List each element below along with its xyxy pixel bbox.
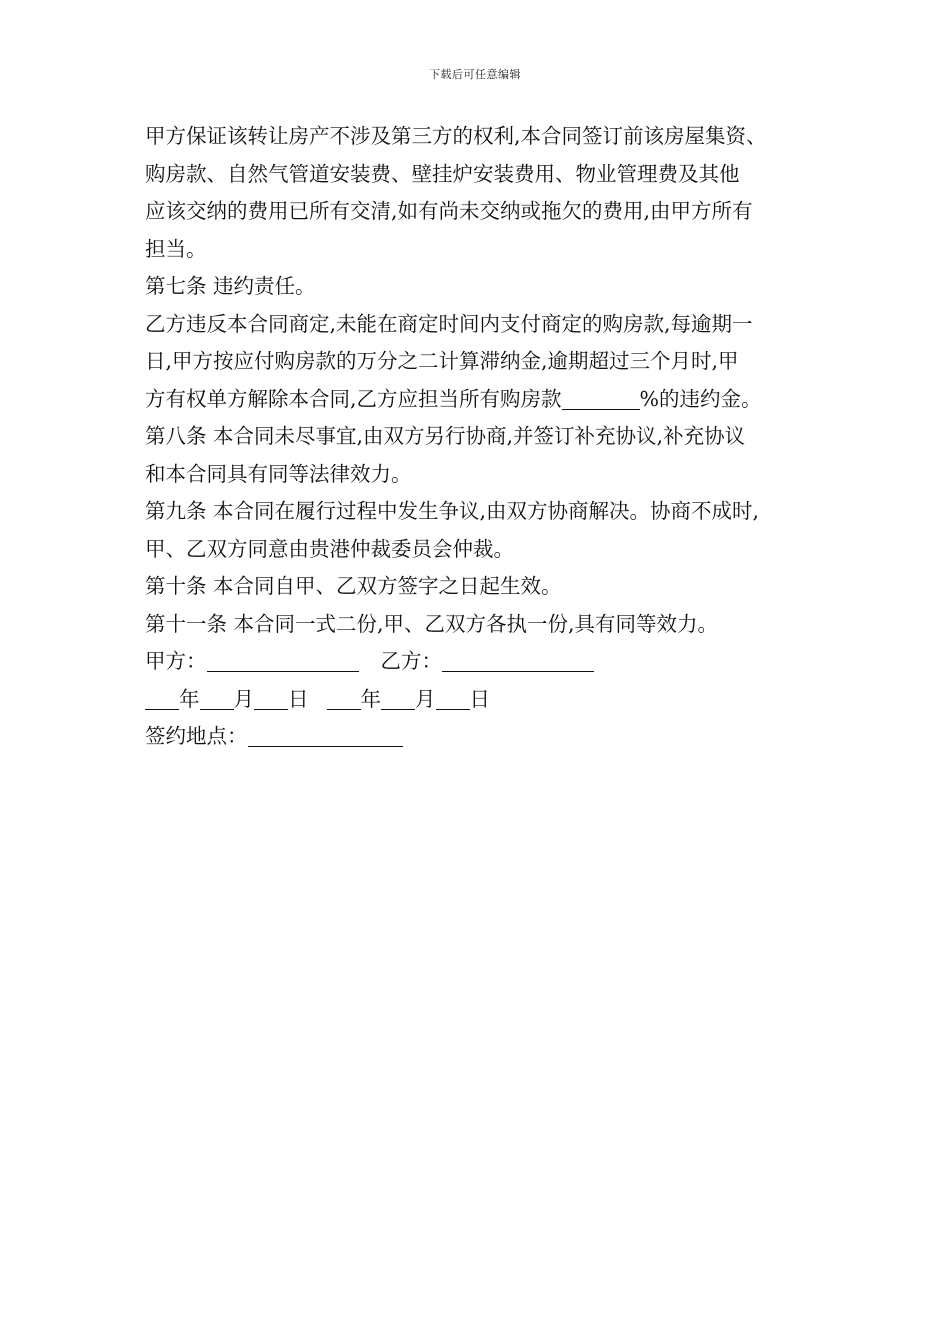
contract-body xyxy=(145,118,835,756)
year-label: 年 xyxy=(360,686,381,711)
day-blank[interactable] xyxy=(254,687,288,710)
day-blank[interactable] xyxy=(436,687,470,710)
guarantee-line: 应该交纳的费用已所有交清,如有尚未交纳或拖欠的费用,由甲方所有 xyxy=(145,199,753,223)
article7-last-suffix: %的违约金。 xyxy=(639,386,762,411)
year-blank[interactable] xyxy=(327,687,361,710)
place-label: 签约地点： xyxy=(145,724,248,748)
penalty-percent-blank[interactable] xyxy=(562,387,640,410)
month-label: 月 xyxy=(415,686,436,711)
guarantee-line: 担当。 xyxy=(145,236,207,261)
article8-line: 和本合同具有同等法律效力。 xyxy=(145,461,412,486)
party-b-signature-blank[interactable] xyxy=(442,649,594,672)
month-blank[interactable] xyxy=(200,687,234,710)
place-line xyxy=(145,718,835,756)
day-label: 日 xyxy=(288,686,309,711)
year-blank[interactable] xyxy=(145,687,179,710)
article9-line: 第九条 本合同在履行过程中发生争议,由双方协商解决。协商不成时, xyxy=(145,499,760,523)
header-note: 下载后可任意编辑 xyxy=(429,68,521,81)
article9-line: 甲、乙双方同意由贵港仲裁委员会仲裁。 xyxy=(145,536,514,561)
date-line xyxy=(145,681,835,719)
party-a-signature-blank[interactable] xyxy=(207,649,359,672)
signature-line xyxy=(145,643,835,681)
article7-last-prefix: 方有权单方解除本合同,乙方应担当所有购房款 xyxy=(145,386,562,411)
party-b-label: 乙方： xyxy=(380,649,442,673)
place-blank[interactable] xyxy=(248,724,403,747)
article8-line: 第八条 本合同未尽事宜,由双方另行协商,并签订补充协议,补充协议 xyxy=(145,424,746,448)
article10: 第十条 本合同自甲、乙双方签字之日起生效。 xyxy=(145,574,562,598)
month-label: 月 xyxy=(233,686,254,711)
article7-line: 日,甲方按应付购房款的万分之二计算滞纳金,逾期超过三个月时,甲 xyxy=(145,349,739,373)
article7-line: 乙方违反本合同商定,未能在商定时间内支付商定的购房款,每逾期一 xyxy=(145,311,753,336)
day-label: 日 xyxy=(469,686,490,711)
guarantee-line: 甲方保证该转让房产不涉及第三方的权利,本合同签订前该房屋集资、 xyxy=(145,124,767,148)
article11: 第十一条 本合同一式二份,甲、乙双方各执一份,具有同等效力。 xyxy=(145,611,719,636)
month-blank[interactable] xyxy=(381,687,415,710)
guarantee-line: 购房款、自然气管道安装费、壁挂炉安装费用、物业管理费及其他 xyxy=(145,161,740,186)
party-a-label: 甲方： xyxy=(145,649,207,673)
year-label: 年 xyxy=(179,686,200,711)
article7-last-line xyxy=(145,381,835,419)
article7-title: 第七条 违约责任。 xyxy=(145,274,316,298)
